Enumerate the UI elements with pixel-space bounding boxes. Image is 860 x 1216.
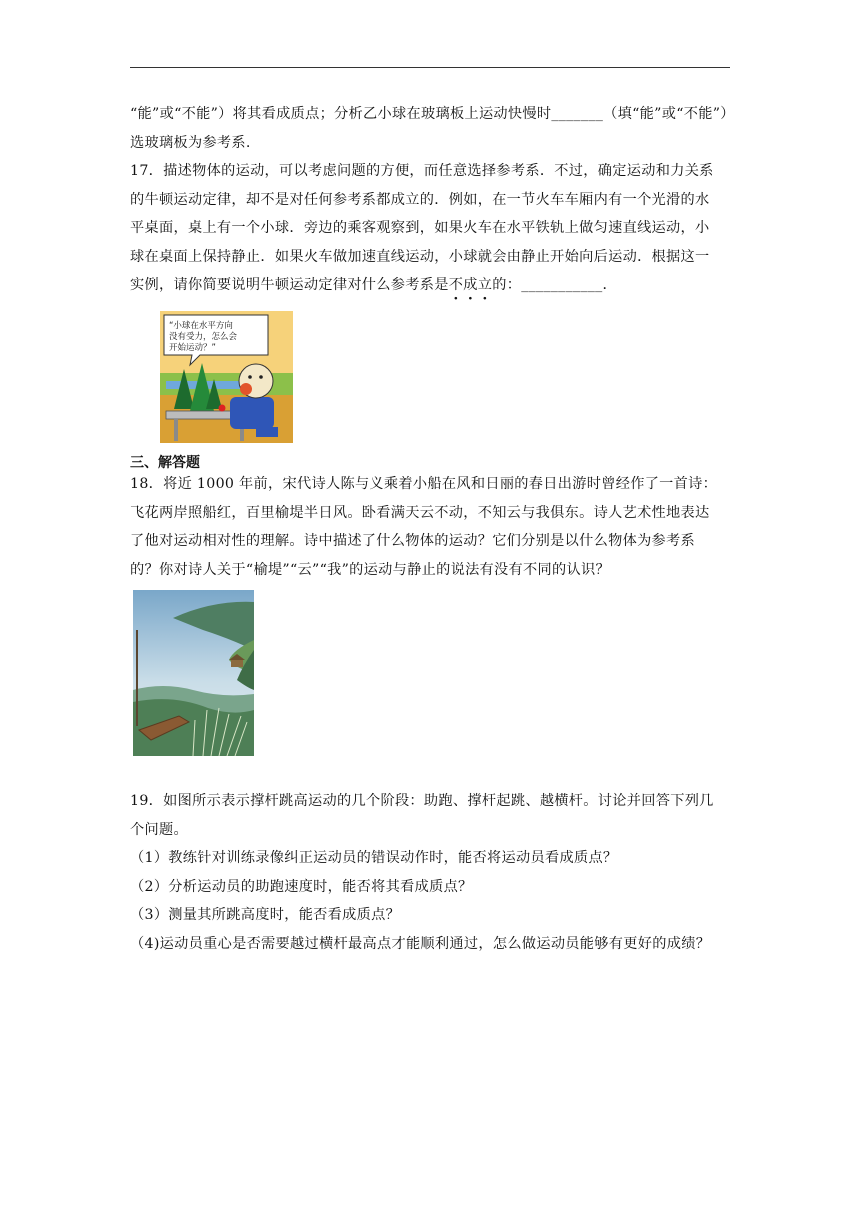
landscape-painting-icon [133,590,254,756]
text-line: 平桌面，桌上有一个小球．旁边的乘客观察到，如果火车在水平铁轨上做匀速直线运动，小 [130,220,710,236]
text-line: 选玻璃板为参考系. [130,134,251,151]
sub-question: （4)运动员重心是否需要越过横杆最高点才能顺利通过，怎么做运动员能够有更好的成绩？ [130,935,711,952]
emphasis-char: 立 [477,277,493,293]
text-line: 飞花两岸照船红，百里榆堤半日风。卧看满天云不动，不知云与我俱东。诗人艺术性地表达 [130,504,710,521]
sub-question: （3）测量其所跳高度时，能否看成质点？ [130,907,401,923]
text-line: “能”或“不能”）将其看成质点；分析乙小球在玻璃板上运动快慢时_______（填“能”或“不能”） [130,106,735,122]
question-18 [130,470,732,584]
text-line: 17．描述物体的运动，可以考虑问题的方便，而任意选择参考系．不过，确定运动和力关系 [130,163,714,179]
cartoon-illustration-svg [160,311,293,443]
text-line: 了他对运动相对性的理解。诗中描述了什么物体的运动？它们分别是以什么物体为参考系 [130,533,696,549]
section-heading: 三、解答题 [130,455,200,471]
sub-question: （2）分析运动员的助跑速度时，能否将其看成质点？ [130,878,473,895]
text-line: 球在桌面上保持静止．如果火车做加速直线运动，小球就会由静止开始向后运动．根据这一 [130,248,710,265]
emphasis-char: 成 [463,277,478,293]
emphasis-char: 不 [448,277,464,293]
text-segment: 实例，请你简要说明牛顿运动定律对什么参考系是 [130,277,449,293]
answer-blank: 的：___________． [492,277,618,293]
bubble-text: 开始运动？” [169,343,216,353]
text-line: 个问题。 [130,821,188,838]
question-19 [130,787,732,958]
question-17 [130,157,732,300]
sub-question: （1）教练针对训练录像纠正运动员的错误动作时，能否将运动员看成质点？ [130,850,618,866]
text-line [130,271,732,300]
landscape-painting-svg [133,590,254,756]
text-line: 19．如图所示表示撑杆跳高运动的几个阶段：助跑、撑杆起跳、越横杆。讨论并回答下列几 [130,793,714,809]
cartoon-illustration-icon [160,311,293,443]
text-line: 18．将近 1000 年前，宋代诗人陈与义乘着小船在风和日丽的春日出游时曾经作了一首诗： [130,476,718,492]
text-line: 的牛顿运动定律，却不是对任何参考系都成立的．例如，在一节火车车厢内有一个光滑的水 [130,191,710,208]
question-16-continuation [130,100,735,157]
text-line: 的？你对诗人关于“榆堤”“云”“我”的运动与静止的说法有没有不同的认识？ [130,561,610,578]
bubble-text: 没有受力，怎么会 [169,332,238,342]
header-rule [130,67,730,68]
bubble-text: “小球在水平方向 [169,321,233,331]
